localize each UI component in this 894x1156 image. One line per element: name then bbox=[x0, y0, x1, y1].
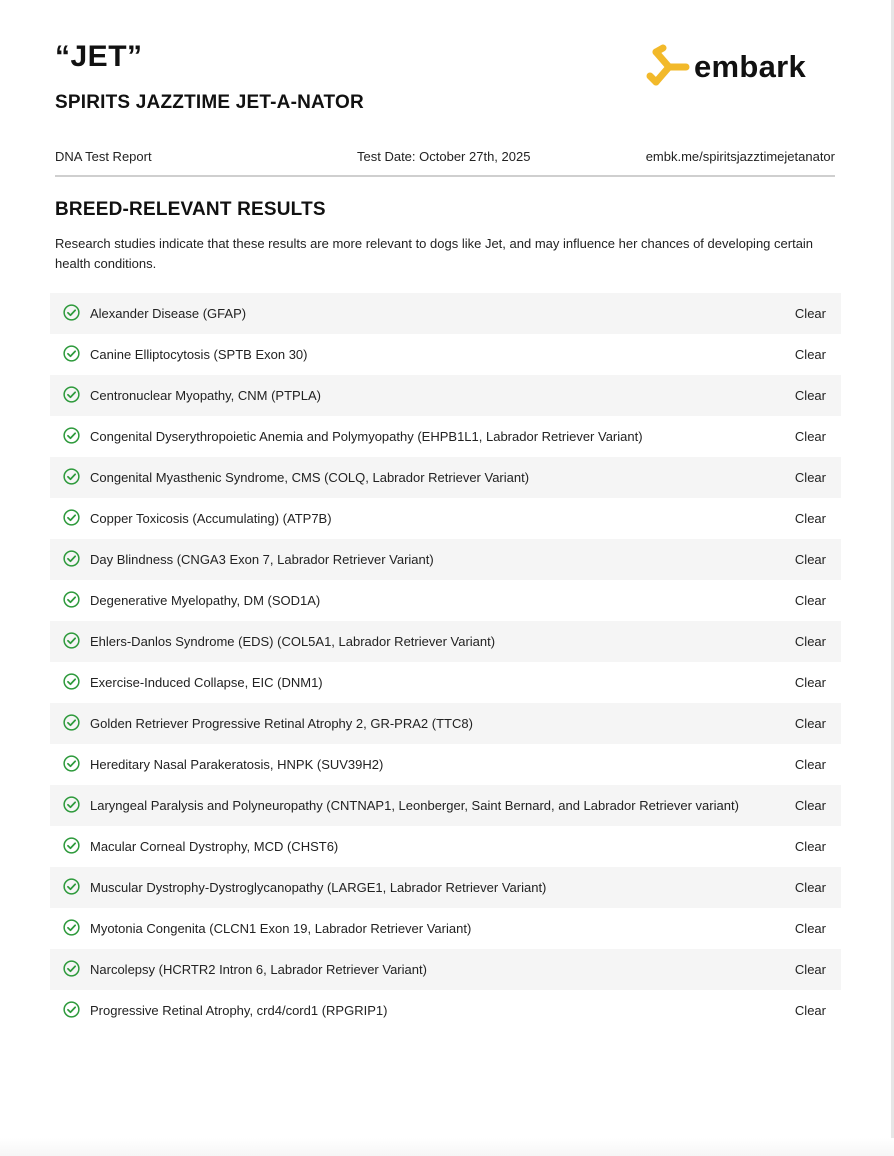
condition-name: Exercise-Induced Collapse, EIC (DNM1) bbox=[90, 675, 323, 690]
check-circle-icon bbox=[63, 591, 80, 608]
embark-x-icon bbox=[646, 44, 692, 90]
result-status: Clear bbox=[794, 429, 826, 444]
result-status: Clear bbox=[794, 962, 826, 977]
check-circle-icon bbox=[63, 796, 80, 813]
report-type: DNA Test Report bbox=[55, 149, 152, 164]
result-row bbox=[50, 416, 841, 457]
check-circle-icon bbox=[63, 427, 80, 444]
result-status: Clear bbox=[794, 839, 826, 854]
dog-call-name: “JET” bbox=[55, 40, 143, 73]
condition-name: Centronuclear Myopathy, CNM (PTPLA) bbox=[90, 388, 321, 403]
condition-name: Golden Retriever Progressive Retinal Atrophy 2, GR-PRA2 (TTC8) bbox=[90, 716, 473, 731]
condition-name: Copper Toxicosis (Accumulating) (ATP7B) bbox=[90, 511, 332, 526]
check-circle-icon bbox=[63, 345, 80, 362]
condition-name: Progressive Retinal Atrophy, crd4/cord1 (RPGRIP1) bbox=[90, 1003, 388, 1018]
check-circle-icon bbox=[63, 386, 80, 403]
result-status: Clear bbox=[794, 634, 826, 649]
check-circle-icon bbox=[63, 919, 80, 936]
page-bottom-edge bbox=[0, 1138, 894, 1156]
check-circle-icon bbox=[63, 673, 80, 690]
result-status: Clear bbox=[794, 511, 826, 526]
check-circle-icon bbox=[63, 837, 80, 854]
result-status: Clear bbox=[794, 675, 826, 690]
report-meta-bar bbox=[55, 149, 835, 177]
result-status: Clear bbox=[794, 1003, 826, 1018]
result-status: Clear bbox=[794, 716, 826, 731]
dog-registered-name: SPIRITS JAZZTIME JET-A-NATOR bbox=[55, 92, 364, 113]
check-circle-icon bbox=[63, 632, 80, 649]
result-status: Clear bbox=[794, 388, 826, 403]
check-circle-icon bbox=[63, 1001, 80, 1018]
result-status: Clear bbox=[794, 347, 826, 362]
results-list bbox=[50, 293, 841, 1031]
result-row bbox=[50, 703, 841, 744]
condition-name: Canine Elliptocytosis (SPTB Exon 30) bbox=[90, 347, 308, 362]
section-title: BREED-RELEVANT RESULTS bbox=[55, 199, 326, 220]
result-row bbox=[50, 662, 841, 703]
result-row bbox=[50, 744, 841, 785]
result-status: Clear bbox=[794, 798, 826, 813]
result-status: Clear bbox=[794, 921, 826, 936]
result-row bbox=[50, 949, 841, 990]
result-status: Clear bbox=[794, 593, 826, 608]
logo-wordmark: embark bbox=[694, 49, 807, 84]
condition-name: Day Blindness (CNGA3 Exon 7, Labrador Retriever Variant) bbox=[90, 552, 434, 567]
section-intro: Research studies indicate that these results are more relevant to dogs like Jet, and may influence her chances of developing certain health conditions. bbox=[55, 236, 814, 271]
result-row bbox=[50, 457, 841, 498]
result-status: Clear bbox=[794, 306, 826, 321]
embark-logo bbox=[646, 44, 806, 90]
condition-name: Hereditary Nasal Parakeratosis, HNPK (SUV39H2) bbox=[90, 757, 384, 772]
check-circle-icon bbox=[63, 878, 80, 895]
result-row bbox=[50, 826, 841, 867]
result-status: Clear bbox=[794, 880, 826, 895]
check-circle-icon bbox=[63, 509, 80, 526]
condition-name: Narcolepsy (HCRTR2 Intron 6, Labrador Retriever Variant) bbox=[90, 962, 427, 977]
test-date: Test Date: October 27th, 2025 bbox=[357, 149, 531, 164]
condition-name: Laryngeal Paralysis and Polyneuropathy (CNTNAP1, Leonberger, Saint Bernard, and Labrador Retriever variant) bbox=[90, 798, 739, 813]
check-circle-icon bbox=[63, 468, 80, 485]
result-status: Clear bbox=[794, 757, 826, 772]
condition-name: Macular Corneal Dystrophy, MCD (CHST6) bbox=[90, 839, 339, 854]
profile-url[interactable]: embk.me/spiritsjazztimejetanator bbox=[645, 149, 835, 164]
result-row bbox=[50, 375, 841, 416]
condition-name: Myotonia Congenita (CLCN1 Exon 19, Labrador Retriever Variant) bbox=[90, 921, 472, 936]
result-row bbox=[50, 498, 841, 539]
result-status: Clear bbox=[794, 552, 826, 567]
condition-name: Degenerative Myelopathy, DM (SOD1A) bbox=[90, 593, 321, 608]
result-row bbox=[50, 990, 841, 1031]
result-row bbox=[50, 908, 841, 949]
condition-name: Muscular Dystrophy-Dystroglycanopathy (LARGE1, Labrador Retriever Variant) bbox=[90, 880, 547, 895]
result-row bbox=[50, 867, 841, 908]
condition-name: Congenital Myasthenic Syndrome, CMS (COLQ, Labrador Retriever Variant) bbox=[90, 470, 530, 485]
result-status: Clear bbox=[794, 470, 826, 485]
condition-name: Ehlers-Danlos Syndrome (EDS) (COL5A1, Labrador Retriever Variant) bbox=[90, 634, 496, 649]
check-circle-icon bbox=[63, 304, 80, 321]
condition-name: Congenital Dyserythropoietic Anemia and Polymyopathy (EHPB1L1, Labrador Retriever Variant) bbox=[90, 429, 643, 444]
check-circle-icon bbox=[63, 550, 80, 567]
check-circle-icon bbox=[63, 755, 80, 772]
result-row bbox=[50, 580, 841, 621]
result-row bbox=[50, 293, 841, 334]
result-row bbox=[50, 539, 841, 580]
result-row bbox=[50, 621, 841, 662]
result-row bbox=[50, 334, 841, 375]
report-header bbox=[0, 0, 891, 130]
check-circle-icon bbox=[63, 714, 80, 731]
check-circle-icon bbox=[63, 960, 80, 977]
condition-name: Alexander Disease (GFAP) bbox=[90, 306, 247, 321]
result-row bbox=[50, 785, 841, 826]
